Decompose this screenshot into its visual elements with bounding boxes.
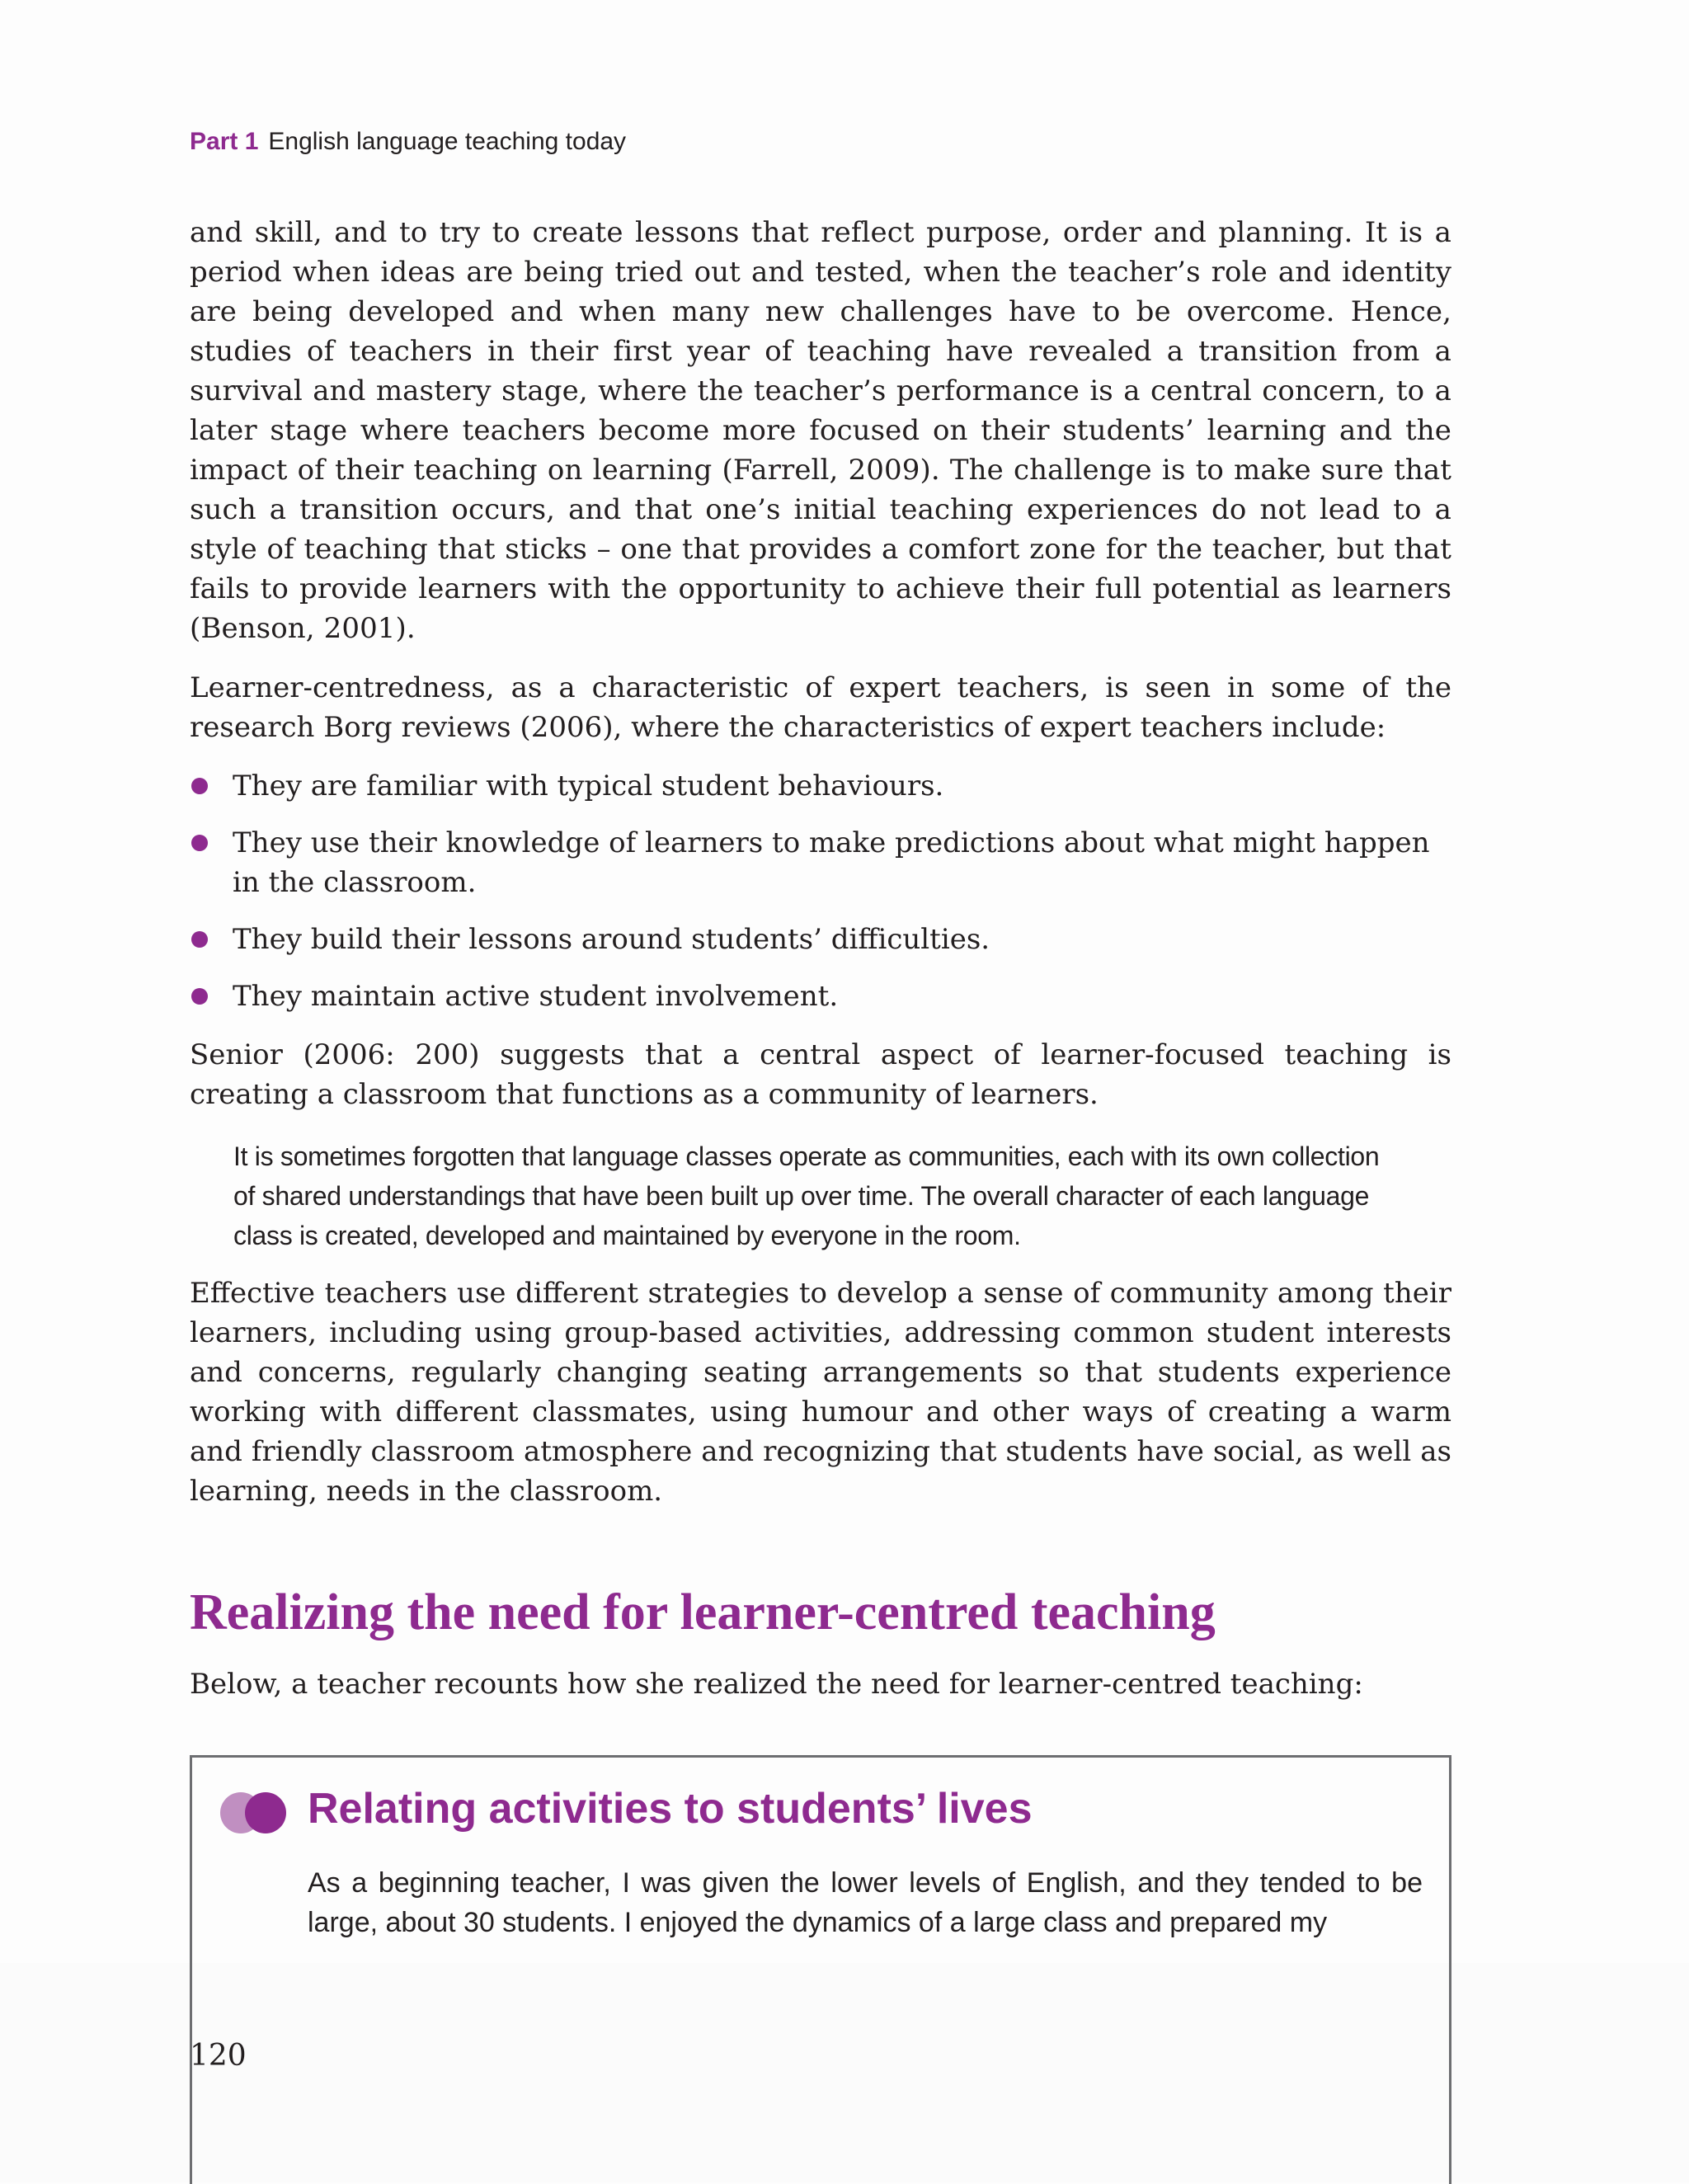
paragraph-5: Below, a teacher recounts how she realized the need for learner-centred teaching: <box>190 1668 1363 1701</box>
list-item <box>190 766 1451 806</box>
bullet-icon <box>191 931 208 948</box>
list-item <box>190 977 1451 1016</box>
paragraph-4: Effective teachers use different strategies to develop a sense of community among their learners, including using group-based activities, addressing common student interests and concerns, regularly changing seating arrangements so that students experience working with different classmates, using humour and other ways of creating a warm and friendly classroom atmosphere and recognizing that students have social, as well as learning, needs in the classroom. <box>190 1277 1451 1508</box>
paragraph-3: Senior (2006: 200) suggests that a central aspect of learner-focused teaching is creating a classroom that functions as a community of learners. <box>190 1038 1451 1111</box>
case-study-box <box>190 1755 1451 2184</box>
list-item-text: They are familiar with typical student behaviours. <box>233 770 944 803</box>
paragraph-2: Learner-centredness, as a characteristic of expert teachers, is seen in some of the research Borg reviews (2006), where the characteristics of expert teachers include: <box>190 671 1451 744</box>
section-heading: Realizing the need for learner-centred teaching <box>190 1584 1216 1640</box>
list-item-text: They maintain active student involvement. <box>233 980 839 1013</box>
page-number: 120 <box>190 2039 247 2073</box>
list-item-text: They use their knowledge of learners to make predictions about what might happen in the classroom. <box>233 826 1430 899</box>
box-title: Relating activities to students’ lives <box>308 1785 1033 1833</box>
box-text: As a beginning teacher, I was given the lower levels of English, and they tended to be large, about 30 students. I enjoyed the dynamics of a large class and prepared my <box>308 1867 1423 1938</box>
running-head-title: English language teaching today <box>268 128 627 155</box>
running-head-part: Part 1 <box>190 128 259 155</box>
circle-dark-icon <box>245 1792 286 1833</box>
bullet-icon <box>191 778 208 794</box>
bullet-icon <box>191 835 208 851</box>
bullet-icon <box>191 988 208 1005</box>
block-quote: It is sometimes forgotten that language classes operate as communities, each with its own collection of shared understandings that have been built up over time. The overall character of each language class is created, developed and maintained by everyone in the room. <box>233 1141 1380 1250</box>
running-head <box>190 128 626 156</box>
double-circle-icon <box>220 1792 289 1833</box>
list-item <box>190 920 1451 959</box>
paragraph-1: and skill, and to try to create lessons that reflect purpose, order and planning. It is a period when ideas are being tried out and tested, when the teacher’s role and identity are being developed and when many new challenges have to be overcome. Hence, studies of teachers in their first year of teaching have revealed a transition from a survival and mastery stage, where the teacher’s performance is a central concern, to a later stage where teachers become more focused on their students’ learning and the impact of their teaching on learning (Farrell, 2009). The challenge is to make sure that such a transition occurs, and that one’s initial teaching experiences do not lead to a style of teaching that sticks – one that provides a comfort zone for the teacher, but that fails to provide learners with the opportunity to achieve their full potential as learners (Benson, 2001). <box>190 216 1451 645</box>
list-item-text: They build their lessons around students’ difficulties. <box>233 923 990 956</box>
expert-teacher-characteristics-list <box>190 766 1451 1033</box>
list-item <box>190 823 1451 902</box>
